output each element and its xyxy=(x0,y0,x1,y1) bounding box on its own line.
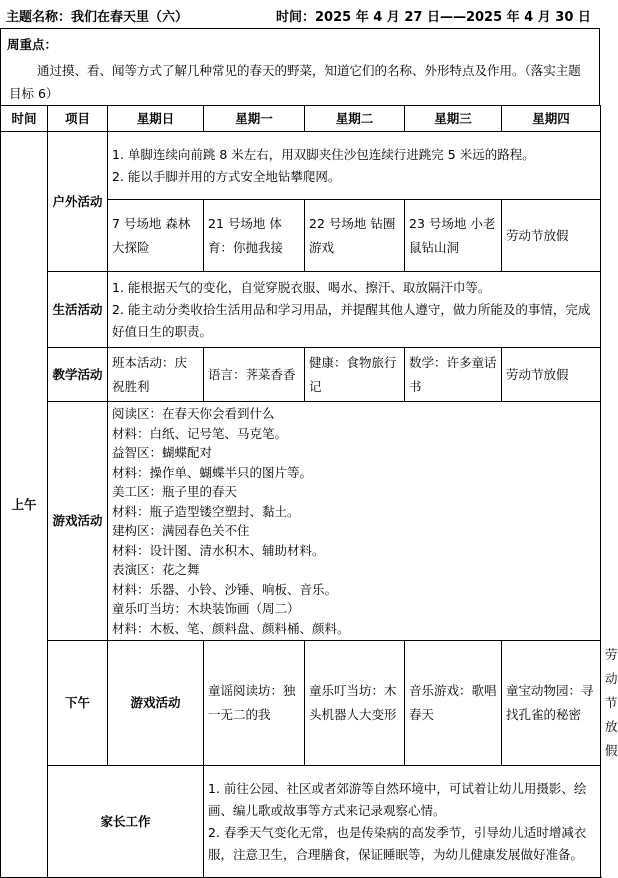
col-header-time: 时间 xyxy=(1,106,48,132)
afternoon-wednesday: 童宝动物园：寻找孔雀的秘密 xyxy=(502,641,601,766)
outdoor-goal-1: 1. 单脚连续向前跳 8 米左右，用双脚夹住沙包连续行进跳完 5 米远的路程。 xyxy=(112,146,535,162)
afternoon-tuesday: 音乐游戏：歌唱春天 xyxy=(405,641,502,766)
game-line-7: 建构区：满园春色关不住 xyxy=(112,523,250,538)
outdoor-monday: 21 号场地 体育：你抛我接 xyxy=(204,200,305,272)
game-line-2: 材料：白纸、记号笔、马克笔。 xyxy=(112,425,288,441)
life-goal-1: 1. 能根据天气的变化，自觉穿脱衣服、喝水、擦汗、取放隔汗巾等。 xyxy=(112,279,491,295)
game-line-1: 阅读区：在春天你会看到什么 xyxy=(112,406,275,421)
teaching-tuesday: 健康：食物旅行记 xyxy=(305,348,405,402)
afternoon-monday: 童乐叮当坊：木头机器人大变形 xyxy=(305,641,405,766)
col-header-tuesday: 星期二 xyxy=(305,106,405,132)
outdoor-tuesday: 22 号场地 钻圈游戏 xyxy=(305,200,405,272)
game-label: 游戏活动 xyxy=(48,402,108,641)
teaching-wednesday: 数学：许多童话书 xyxy=(405,348,502,402)
life-goals xyxy=(108,272,601,348)
col-header-thursday: 星期四 xyxy=(502,106,601,132)
teaching-monday: 语言：荠菜香香 xyxy=(204,348,305,402)
schedule-table: 时间 项目 星期日 星期一 星期二 星期三 星期四 上午 户外活动 1. 单脚连续向前跳 8 米左右，用双脚夹住沙包连续行进跳完 5 米远的路程。 2. 能以手脚并用的方式安全地钻攀爬网。 7 号场地 森林大探险 21 号场地 体育：你抛我接 22 号场地 钻圈游戏 23 号场地 小老鼠钻山洞 劳动节放假 生活活动 1. 能根据天气的变化，自觉穿脱衣服、喝水、擦汗、取放隔汗巾等。 2. 能主动分类收拾生活用品和学习用品，并提醒其他人遵守，做力所能及的事情，完成好值日生的职责。 教学活动 班本活动：庆祝胜利 语言：荠菜香香 健康：食物旅行记 数学：许多童话书 劳动节放假 游戏活动 阅读区：在春天你会看到什么 材料：白纸、记号笔、马克笔。 益智区：蝴蝶配对 材料：操作单、蝴蝶半只的图片等。 美工区：瓶子里的春天 材料：瓶子造型镂空塑封、黏土。 建构区：满园春色关不住 材料：设计图、清水积木、辅助材料。 表演区：花之舞 材料：乐器、小铃、沙锤、响板、音乐。 童乐叮当坊：木块装饰画（周二） 材料：木板、笔、颜料盘、颜料桶、颜料。 下午 游戏活动 童谣阅读坊：独一无二的我 童乐叮当坊：木头机器人大变形 音乐游戏：歌唱春天 童宝动物园：寻找孔雀的秘密 劳动节放假 家长工作 1. 前往公园、社区或者郊游等自然环境中，可试着让幼儿用摄影、绘画、编儿歌或故事等方式来记录观察心情。 2. 春季天气变化无常，也是传染病的高发季节，引导幼儿适时增减衣服，注意卫生，合理膳食，保证睡眠等，为幼儿健康发展做好准备。 xyxy=(0,105,601,878)
col-header-monday: 星期一 xyxy=(204,106,305,132)
parents-label: 家长工作 xyxy=(48,766,204,878)
teaching-sunday: 班本活动：庆祝胜利 xyxy=(108,348,204,402)
life-goal-2: 2. 能主动分类收拾生活用品和学习用品，并提醒其他人遵守，做力所能及的事情，完成好值日生的职责。 xyxy=(112,301,591,339)
outdoor-goal-2: 2. 能以手脚并用的方式安全地钻攀爬网。 xyxy=(112,168,341,184)
col-header-sunday: 星期日 xyxy=(108,106,204,132)
outdoor-label: 户外活动 xyxy=(48,132,108,272)
theme-title: 主题名称：我们在春天里（六） xyxy=(6,10,189,25)
game-line-5: 美工区：瓶子里的春天 xyxy=(112,484,238,499)
afternoon-game-label: 游戏活动 xyxy=(108,641,204,766)
game-line-10: 材料：乐器、小铃、沙锤、响板、音乐。 xyxy=(112,581,338,597)
game-line-4: 材料：操作单、蝴蝶半只的图片等。 xyxy=(112,464,313,480)
game-line-3: 益智区：蝴蝶配对 xyxy=(112,445,213,460)
weekly-focus xyxy=(0,28,600,105)
date-range: 时间：2025 年 4 月 27 日——2025 年 4 月 30 日 xyxy=(276,10,591,25)
game-line-12: 材料：木板、笔、颜料盘、颜料桶、颜料。 xyxy=(112,620,350,636)
game-line-6: 材料：瓶子造型镂空塑封、黏土。 xyxy=(112,503,300,519)
parents-line-2: 2. 春季天气变化无常，也是传染病的高发季节，引导幼儿适时增减衣服，注意卫生，合理膳食，保证睡眠等，为幼儿健康发展做好准备。 xyxy=(208,824,587,862)
game-line-9: 表演区：花之舞 xyxy=(112,562,200,577)
outdoor-wednesday: 23 号场地 小老鼠钻山洞 xyxy=(405,200,502,272)
game-areas xyxy=(108,402,601,641)
parents-line-1: 1. 前往公园、社区或者郊游等自然环境中，可试着让幼儿用摄影、绘画、编儿歌或故事等方式来记录观察心情。 xyxy=(208,780,587,818)
game-line-8: 材料：设计图、清水积木、辅助材料。 xyxy=(112,542,325,558)
page-header xyxy=(0,0,600,28)
morning-label: 上午 xyxy=(1,132,48,878)
col-header-wednesday: 星期三 xyxy=(405,106,502,132)
afternoon-label: 下午 xyxy=(48,641,108,766)
outdoor-sunday: 7 号场地 森林大探险 xyxy=(108,200,204,272)
teaching-thursday: 劳动节放假 xyxy=(502,348,601,402)
parents-work xyxy=(204,766,601,878)
life-label: 生活活动 xyxy=(48,272,108,348)
header-row xyxy=(1,106,601,132)
weekly-focus-content: 通过摸、看、闻等方式了解几种常见的春天的野菜，知道它们的名称、外形特点及作用。（落实主题目标 6） xyxy=(9,63,581,101)
game-line-11: 童乐叮当坊：木块装饰画（周二） xyxy=(112,601,300,616)
col-header-item: 项目 xyxy=(48,106,108,132)
afternoon-sunday: 童谣阅读坊：独一无二的我 xyxy=(204,641,305,766)
outdoor-goals xyxy=(108,132,601,200)
weekly-focus-title: 周重点： xyxy=(7,37,58,52)
outdoor-thursday: 劳动节放假 xyxy=(502,200,601,272)
teaching-label: 教学活动 xyxy=(48,348,108,402)
